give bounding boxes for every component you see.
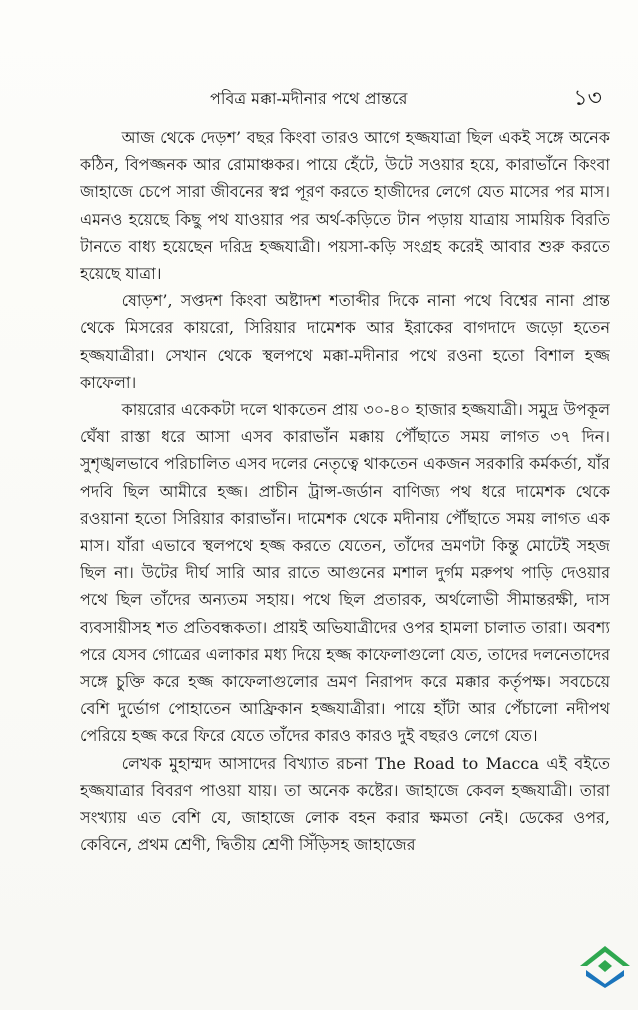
running-header <box>80 86 608 112</box>
paragraph: কায়রোর একেকটা দলে থাকতেন প্রায় ৩০-৪০ হাজার হজ্জযাত্রী। সমুদ্র উপকূল ঘেঁষা রাস্তা ধরে আসা এসব কারাভাঁন মক্কায় পৌঁছাতে সময় লাগত ৩৭ দিন। সুশৃঙ্খলভাবে পরিচালিত এসব দলের নেতৃত্বে থাকতেন একজন সরকারি কর্মকর্তা, যাঁর পদবি ছিল আমীরে হজ্জ। প্রাচীন ট্রান্স-জর্ডান বাণিজ্য পথ ধরে দামেশক থেকে রওয়ানা হতো সিরিয়ার কারাভাঁন। দামেশক থেকে মদীনায় পৌঁছাতে সময় লাগত এক মাস। যাঁরা এভাবে স্থলপথে হজ্জ করতে যেতেন, তাঁদের ভ্রমণটা কিন্তু মোটেই সহজ ছিল না। উটের দীর্ঘ সারি আর রাতে আগুনের মশাল দুর্গম মরুপথ পাড়ি দেওয়ার পথে ছিল তাঁদের অন্যতম সহায়। পথে ছিল প্রতারক, অর্থলোভী সীমান্তরক্ষী, দাস ব্যবসায়ীসহ শত প্রতিবন্ধকতা। প্রায়ই অভিযাত্রীদের ওপর হামলা চালাত তারা। অবশ্য পরে যেসব গোত্রের এলাকার মধ্য দিয়ে হজ্জ কাফেলাগুলো যেত, তাদের দলনেতাদের সঙ্গে চুক্তি করে হজ্জ কাফেলাগুলোর ভ্রমণ নিরাপদ করে মক্কার কর্তৃপক্ষ। সবচেয়ে বেশি দুর্ভোগ পোহাতেন আফ্রিকান হজ্জযাত্রীরা। পায়ে হাঁটা আর পেঁচালো নদীপথ পেরিয়ে হজ্জ করে ফিরে যেতে তাঁদের কারও কারও দুই বছরও লেগে যেত। <box>80 400 610 746</box>
page-number: ১৩ <box>573 86 602 111</box>
paragraph: লেখক মুহাম্মদ আসাদের বিখ্যাত রচনা The Road to Macca এই বইতে হজ্জযাত্রার বিবরণ পাওয়া যায়। তা অনেক কষ্টের। জাহাজে কেবল হজ্জযাত্রী। তারা সংখ্যায় এত বেশি যে, জাহাজে লোক বহন করার ক্ষমতা নেই। ডেকের ওপর, কেবিনে, প্রথম শ্রেণী, দ্বিতীয় শ্রেণী সিঁড়িসহ জাহাজের <box>80 753 610 855</box>
watermark-logo-icon <box>578 944 632 988</box>
logo-blue-chevron <box>586 970 624 988</box>
paragraph: ষোড়শ’, সপ্তদশ কিংবা অষ্টাদশ শতাব্দীর দিকে নানা পথে বিশ্বের নানা প্রান্ত থেকে মিসরের কায়রো, সিরিয়ার দামেশক আর ইরাকের বাগদাদে জড়ো হতেন হজ্জযাত্রীরা। সেখান থেকে স্থলপথে মক্কা-মদীনার পথে রওনা হতো বিশাল হজ্জ কাফেলা। <box>80 291 610 392</box>
header-title: পবিত্র মক্কা-মদীনার পথে প্রান্তরে <box>210 89 408 108</box>
paragraph: আজ থেকে দেড়শ’ বছর কিংবা তারও আগে হজ্জযাত্রা ছিল একই সঙ্গে অনেক কঠিন, বিপজ্জনক আর রোমাঞ্চকর। পায়ে হেঁটে, উটে সওয়ার হয়ে, কারাভাঁনে কিংবা জাহাজে চেপে সারা জীবনের স্বপ্ন পূরণ করতে হাজীদের লেগে যেত মাসের পর মাস। এমনও হয়েছে কিছু পথ যাওয়ার পর অর্থ-কড়িতে টান পড়ায় যাত্রায় সাময়িক বিরতি টানতে বাধ্য হয়েছেন দরিদ্র হজ্জযাত্রী। পয়সা-কড়ি সংগ্রহ করেই আবার শুরু করতে হয়েছে যাত্রা। <box>80 128 610 284</box>
logo-green-core <box>598 960 612 972</box>
body-text <box>80 124 610 964</box>
